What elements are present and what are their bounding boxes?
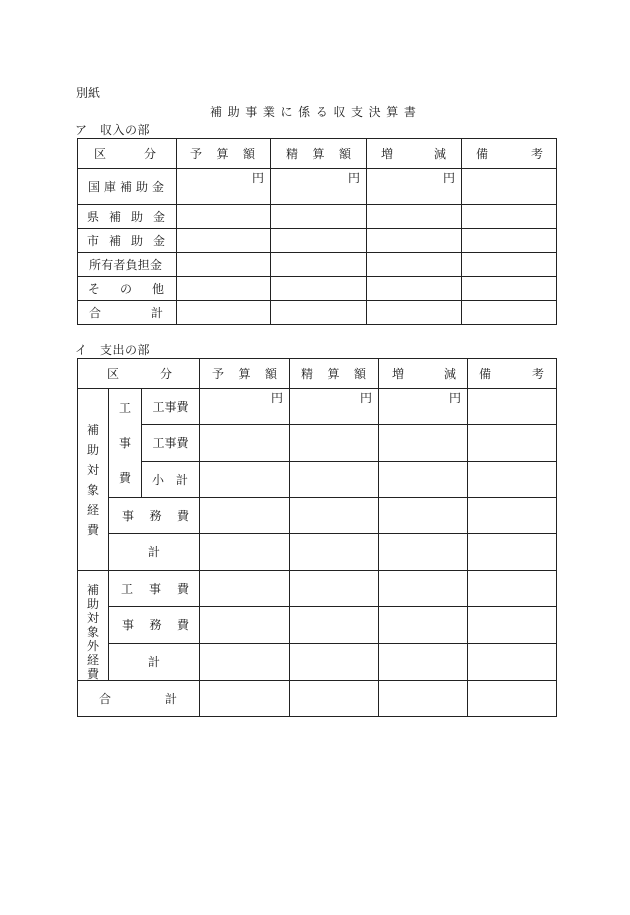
income-header-note: 備 考 [476, 146, 543, 161]
expense-diff-cell [379, 644, 468, 681]
income-note-cell [462, 277, 557, 301]
income-header-settled-cell [271, 139, 367, 169]
income-row-label: そ の 他 [88, 281, 164, 296]
expense-row-label-cell [109, 534, 200, 571]
expense-row-label-cell [109, 498, 200, 534]
income-section-label: ア 収入の部 [75, 123, 151, 137]
income-row [78, 277, 557, 301]
income-table [77, 138, 557, 325]
expense-header-settled-cell [290, 359, 379, 389]
expense-table [77, 358, 557, 717]
expense-settled-cell [290, 644, 379, 681]
income-settled-cell [271, 301, 367, 325]
expense-row-label: 小 計 [152, 472, 189, 487]
expense-settled-cell [290, 571, 379, 607]
expense-row-label-cell [142, 389, 200, 425]
expense-diff-cell [379, 389, 468, 425]
income-budget-cell [177, 205, 271, 229]
expense-note-cell [468, 389, 557, 425]
expense-note-cell [468, 462, 557, 498]
expense-diff-cell [379, 498, 468, 534]
expense-settled-cell [290, 389, 379, 425]
document-title: 補 助 事 業 に 係 る 収 支 決 算 書 [210, 105, 416, 119]
income-note-cell [462, 301, 557, 325]
expense-row-label-cell [142, 425, 200, 462]
income-budget-cell [177, 277, 271, 301]
income-row-label: 市 補 助 金 [87, 233, 165, 248]
income-row-label-cell [78, 301, 177, 325]
income-row-label-cell [78, 169, 177, 205]
expense-budget-cell [200, 571, 290, 607]
expense-header-diff-cell [379, 359, 468, 389]
expense-note-cell [468, 498, 557, 534]
income-total-row [78, 301, 557, 325]
expense-row-label: 事 務 費 [122, 618, 190, 632]
yen-unit: 円 [360, 391, 373, 405]
income-header-budget: 予 算 額 [190, 146, 255, 161]
income-header-row [78, 139, 557, 169]
income-diff-cell [367, 205, 462, 229]
income-settled-cell [271, 205, 367, 229]
expense-row-label: 計 [148, 655, 161, 669]
expense-total-row [78, 681, 557, 717]
income-settled-cell [271, 229, 367, 253]
income-note-cell [462, 205, 557, 229]
yen-unit: 円 [449, 391, 462, 405]
expense-header-budget: 予 算 額 [212, 366, 278, 381]
expense-budget-cell [200, 462, 290, 498]
expense-row-label: 工事費 [152, 399, 189, 414]
expense-row-label-cell [109, 644, 200, 681]
expense-total-label: 合 計 [99, 691, 178, 706]
subsidized-group-cell [78, 389, 109, 571]
non-subsidized-group-cell [78, 571, 109, 681]
expense-header-diff: 増 減 [392, 366, 457, 381]
expense-header-note: 備 考 [479, 366, 545, 381]
expense-total-label-cell [78, 681, 200, 717]
expense-note-cell [468, 644, 557, 681]
expense-note-cell [468, 571, 557, 607]
income-header-settled: 精 算 額 [286, 146, 351, 161]
expense-note-cell [468, 681, 557, 717]
income-row-label: 国 庫 補 助 金 [88, 179, 164, 194]
expense-settled-cell [290, 462, 379, 498]
income-budget-cell [177, 301, 271, 325]
income-note-cell [462, 253, 557, 277]
income-header-note-cell [462, 139, 557, 169]
expense-row [78, 534, 557, 571]
subsidized-group-label: 補 助 対 象 経 費 [86, 422, 99, 537]
expense-row [78, 389, 557, 425]
expense-row-label: 計 [148, 545, 161, 559]
income-row [78, 253, 557, 277]
income-header-category-cell [78, 139, 177, 169]
income-settled-cell [271, 277, 367, 301]
income-row-label: 県 補 助 金 [87, 209, 165, 224]
expense-diff-cell [379, 571, 468, 607]
expense-note-cell [468, 607, 557, 644]
income-budget-cell [177, 253, 271, 277]
expense-diff-cell [379, 607, 468, 644]
income-row [78, 205, 557, 229]
expense-row-label: 事 務 費 [122, 508, 190, 523]
yen-unit: 円 [347, 171, 360, 185]
expense-row-label: 工 事 費 [121, 581, 190, 596]
expense-settled-cell [290, 681, 379, 717]
income-row-label-cell [78, 277, 177, 301]
expense-row [78, 462, 557, 498]
expense-section-label: イ 支出の部 [75, 343, 151, 357]
expense-header-category-cell [78, 359, 200, 389]
income-header-diff-cell [367, 139, 462, 169]
yen-unit: 円 [271, 391, 284, 405]
expense-budget-cell [200, 389, 290, 425]
income-note-cell [462, 169, 557, 205]
expense-header-budget-cell [200, 359, 290, 389]
income-budget-cell [177, 169, 271, 205]
expense-note-cell [468, 425, 557, 462]
expense-row-label-cell [142, 462, 200, 498]
income-diff-cell [367, 301, 462, 325]
expense-diff-cell [379, 534, 468, 571]
expense-row [78, 425, 557, 462]
construction-group-label: 工 事 費 [118, 401, 131, 485]
expense-diff-cell [379, 425, 468, 462]
income-header-diff: 増 減 [381, 146, 446, 161]
income-row [78, 169, 557, 205]
expense-settled-cell [290, 534, 379, 571]
expense-row-label-cell [109, 607, 200, 644]
income-total-label: 合 計 [89, 305, 163, 320]
income-row-label-cell [78, 253, 177, 277]
income-row-label-cell [78, 205, 177, 229]
construction-group-cell [109, 389, 142, 498]
income-note-cell [462, 229, 557, 253]
expense-row-label-cell [109, 571, 200, 607]
expense-header-settled: 精 算 額 [301, 366, 367, 381]
expense-budget-cell [200, 534, 290, 571]
attachment-label: 別紙 [76, 86, 101, 100]
yen-unit: 円 [442, 171, 455, 185]
expense-budget-cell [200, 425, 290, 462]
income-diff-cell [367, 253, 462, 277]
expense-header-category: 区 分 [107, 366, 173, 381]
expense-row [78, 607, 557, 644]
expense-row [78, 644, 557, 681]
income-settled-cell [271, 169, 367, 205]
income-diff-cell [367, 169, 462, 205]
expense-settled-cell [290, 425, 379, 462]
income-header-budget-cell [177, 139, 271, 169]
expense-row-label: 工事費 [152, 436, 189, 450]
income-settled-cell [271, 253, 367, 277]
expense-settled-cell [290, 498, 379, 534]
expense-note-cell [468, 534, 557, 571]
income-header-category: 区 分 [94, 146, 156, 161]
income-row [78, 229, 557, 253]
expense-header-row [78, 359, 557, 389]
expense-diff-cell [379, 462, 468, 498]
income-row-label-cell [78, 229, 177, 253]
expense-budget-cell [200, 498, 290, 534]
income-diff-cell [367, 229, 462, 253]
income-row-label: 所 有 者 負 担 金 [89, 257, 162, 272]
expense-budget-cell [200, 607, 290, 644]
yen-unit: 円 [251, 171, 264, 185]
expense-budget-cell [200, 681, 290, 717]
expense-header-note-cell [468, 359, 557, 389]
expense-row [78, 571, 557, 607]
expense-row [78, 498, 557, 534]
expense-diff-cell [379, 681, 468, 717]
non-subsidized-group-label: 補 助 対 象 外 経 費 [86, 582, 99, 681]
income-diff-cell [367, 277, 462, 301]
income-budget-cell [177, 229, 271, 253]
expense-settled-cell [290, 607, 379, 644]
expense-budget-cell [200, 644, 290, 681]
